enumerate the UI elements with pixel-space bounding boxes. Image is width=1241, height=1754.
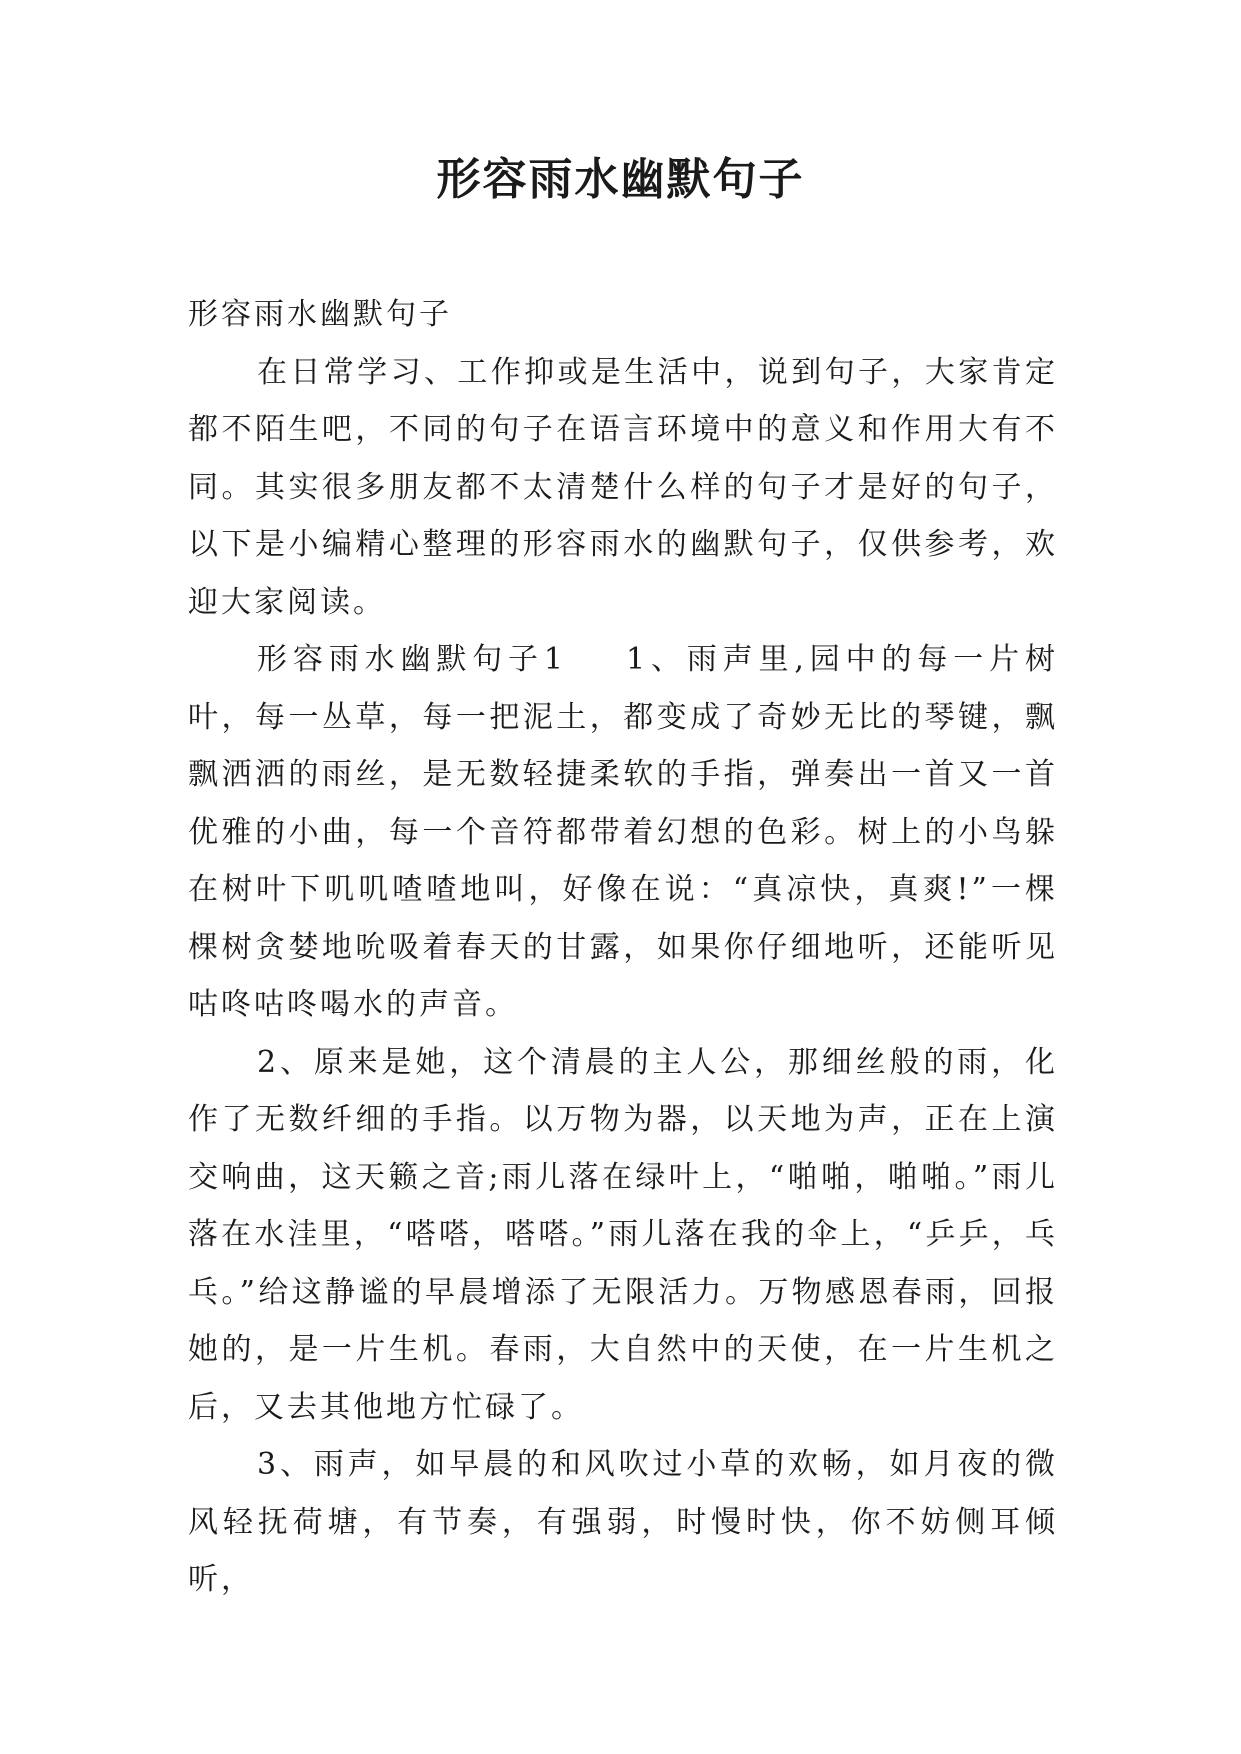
sentence-item-2: 2、原来是她，这个清晨的主人公，那细丝般的雨，化作了无数纤细的手指。以万物为器，以天地为声，正在上演交响曲，这天籁之音;雨儿落在绿叶上，“啪啪，啪啪。”雨儿落在水洼里，“嗒嗒，嗒嗒。”雨儿落在我的伞上，“乒乒，乓乓。”给这静谧的早晨增添了无限活力。万物感恩春雨，回报她的，是一片生机。春雨，大自然中的天使，在一片生机之后，又去其他地方忙碌了。	[188, 1044, 1058, 1425]
sentence-item-1: 1、雨声里,园中的每一片树叶，每一丛草，每一把泥土，都变成了奇妙无比的琴键，飘飘洒洒的雨丝，是无数轻捷柔软的手指，弹奏出一首又一首优雅的小曲，每一个音符都带着幻想的色彩。树上的小鸟躲在树叶下叽叽喳喳地叫，好像在说：“真凉快，真爽!”一棵棵树贪婪地吮吸着春天的甘露，如果你仔细地听，还能听见咕咚咕咚喝水的声音。	[188, 642, 1058, 1022]
document-title: 形容雨水幽默句子	[436, 154, 805, 205]
document-body	[188, 286, 1058, 1609]
section-heading: 形容雨水幽默句子1	[257, 642, 566, 677]
sentence-item-3: 3、雨声，如早晨的和风吹过小草的欢畅，如月夜的微风轻抚荷塘，有节奏，有强弱，时慢时快，你不妨侧耳倾听，	[188, 1447, 1058, 1597]
intro-paragraph: 在日常学习、工作抑或是生活中，说到句子，大家肯定都不陌生吧，不同的句子在语言环境中的意义和作用大有不同。其实很多朋友都不太清楚什么样的句子才是好的句子，以下是小编精心整理的形容雨水的幽默句子，仅供参考，欢迎大家阅读。	[188, 354, 1058, 620]
document-subtitle: 形容雨水幽默句子	[188, 297, 452, 332]
section-paragraph-1	[188, 631, 1058, 1034]
